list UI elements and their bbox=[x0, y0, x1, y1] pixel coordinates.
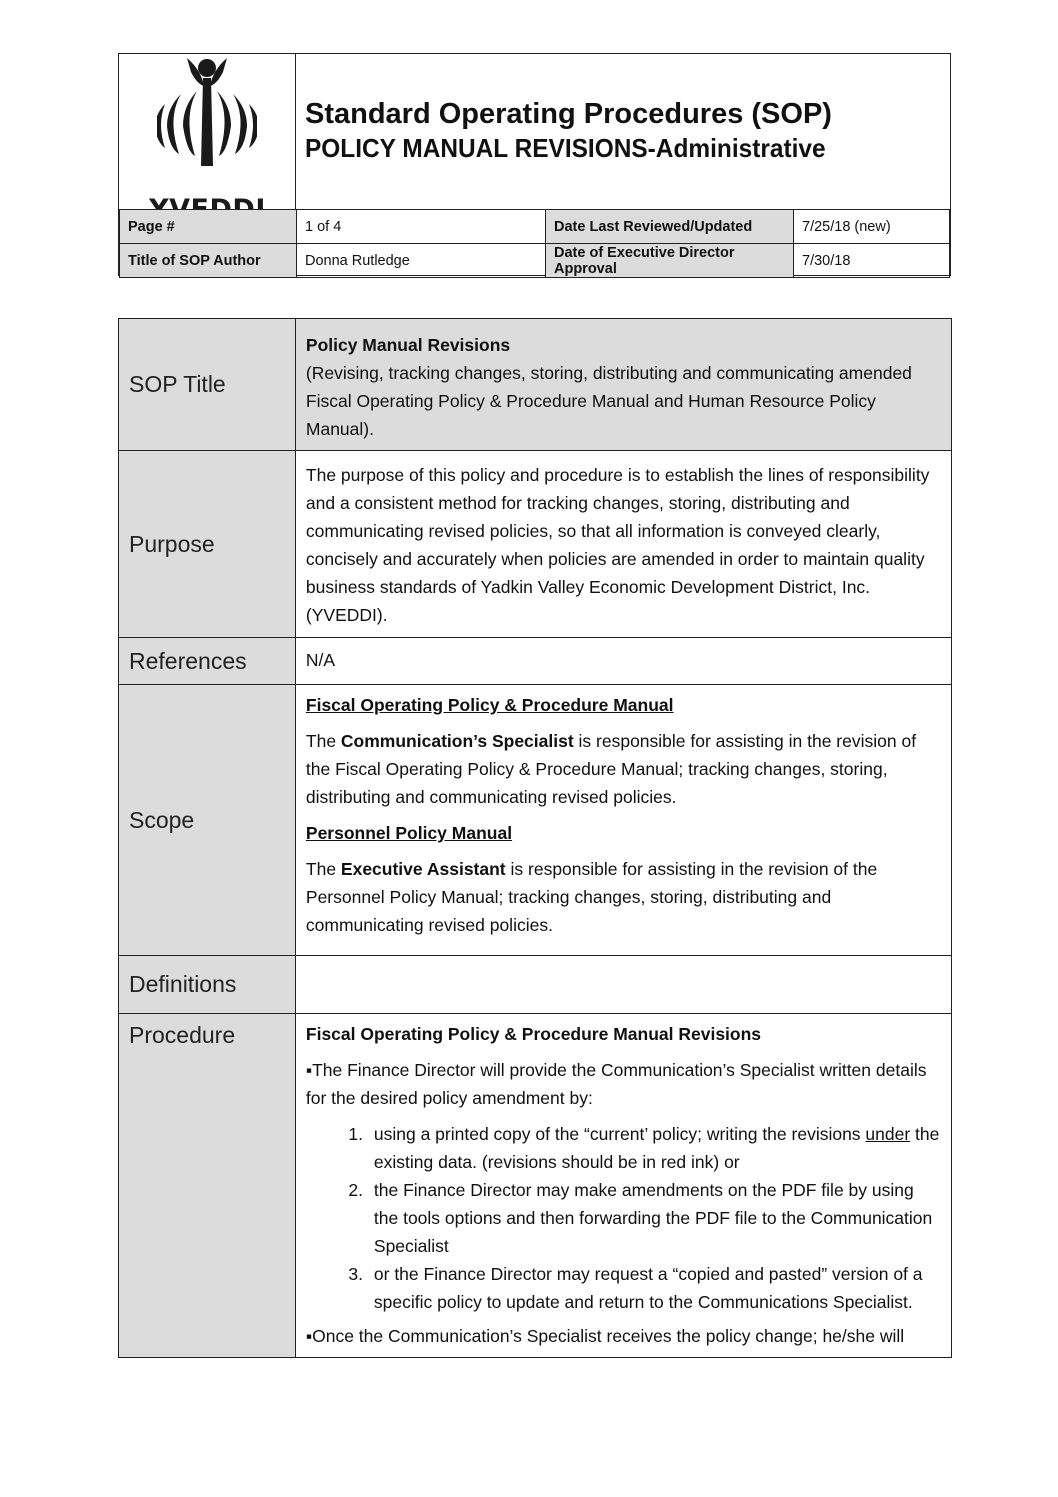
scope-content bbox=[295, 685, 951, 956]
document-subtitle: POLICY MANUAL REVISIONS-Administrative bbox=[305, 133, 826, 163]
procedure-outro: ▪Once the Communication’s Specialist receives the policy change; he/she will bbox=[305, 1326, 905, 1346]
page-value: 1 of 4 bbox=[297, 210, 546, 244]
sop-title-text: (Revising, tracking changes, storing, distributing and communicating amended Fiscal Operating Policy & Procedure Manual and Human Resource Policy Manual). bbox=[305, 363, 912, 439]
approval-value: 7/30/18 bbox=[794, 244, 950, 278]
sop-header bbox=[118, 53, 951, 276]
title-cell bbox=[296, 54, 950, 209]
step-1-underline: under bbox=[865, 1124, 911, 1144]
meta-row-page bbox=[120, 210, 950, 244]
row-references bbox=[119, 638, 952, 685]
scope-paragraph-personnel bbox=[306, 855, 941, 939]
purpose-content bbox=[295, 451, 951, 638]
page-label: Page # bbox=[120, 210, 297, 244]
scope-p2-role: Executive Assistant bbox=[340, 859, 506, 879]
meta-row-author bbox=[120, 244, 950, 278]
document-title: Standard Operating Procedures (SOP) bbox=[305, 98, 832, 130]
procedure-content bbox=[295, 1014, 951, 1358]
reviewed-label: Date Last Reviewed/Updated bbox=[546, 210, 794, 244]
purpose-text: The purpose of this policy and procedure is to establish the lines of responsibility and a consistent method for tracking changes, storing, distributing and communicating revised policies, so that all information is conveyed clearly, concisely and accurately when policies are amended in order to maintain quality business standards of Yadkin Valley Economic Development District, Inc. (YVEDDI). bbox=[305, 465, 930, 625]
scope-heading-personnel: Personnel Policy Manual bbox=[305, 823, 513, 843]
author-label: Title of SOP Author bbox=[120, 244, 297, 278]
scope-p1-post: is responsible for assisting in the revision of the Fiscal Operating Policy & Procedure Manual; tracking changes, storing, distributing and communicating revised policies. bbox=[305, 731, 917, 807]
row-sop-title bbox=[119, 319, 952, 451]
sop-title-content bbox=[295, 319, 951, 451]
scope-p2-post: is responsible for assisting in the revision of the Personnel Policy Manual; tracking changes, storing, distributing and communicating revised policies. bbox=[305, 859, 878, 935]
procedure-label: Procedure bbox=[119, 1014, 296, 1358]
references-label: References bbox=[119, 638, 296, 685]
scope-p2-pre: The bbox=[305, 859, 341, 879]
scope-paragraph-fiscal bbox=[306, 727, 941, 811]
row-procedure bbox=[119, 1014, 952, 1358]
approval-label: Date of Executive Director Approval bbox=[546, 244, 794, 278]
sop-body-table bbox=[118, 318, 952, 1358]
sop-title-heading: Policy Manual Revisions bbox=[305, 335, 511, 355]
scope-heading-fiscal: Fiscal Operating Policy & Procedure Manual bbox=[305, 695, 674, 715]
sop-title-label: SOP Title bbox=[119, 319, 296, 451]
purpose-label: Purpose bbox=[119, 451, 296, 638]
procedure-steps bbox=[306, 1120, 941, 1316]
procedure-step-3: 3. or the Finance Director may request a “copied and pasted” version of a specific policy to update and return to the Communications Specialist. bbox=[368, 1260, 941, 1316]
yveddi-logo-icon bbox=[157, 56, 257, 176]
step-1-post: the existing data. (revisions should be in red ink) or bbox=[373, 1124, 940, 1172]
author-value: Donna Rutledge bbox=[297, 244, 546, 278]
procedure-intro: ▪The Finance Director will provide the Communication’s Specialist written details for the desired policy amendment by: bbox=[305, 1060, 927, 1108]
logo-cell bbox=[119, 54, 296, 209]
references-content bbox=[295, 638, 951, 685]
references-text: N/A bbox=[305, 650, 336, 670]
procedure-heading: Fiscal Operating Policy & Procedure Manual Revisions bbox=[305, 1024, 762, 1044]
procedure-step-1 bbox=[368, 1120, 941, 1176]
step-1-pre: using a printed copy of the “current’ policy; writing the revisions bbox=[373, 1124, 866, 1144]
row-definitions bbox=[119, 956, 952, 1014]
definitions-content bbox=[295, 956, 951, 1014]
row-scope bbox=[119, 685, 952, 956]
scope-label: Scope bbox=[119, 685, 296, 956]
reviewed-value: 7/25/18 (new) bbox=[794, 210, 950, 244]
row-purpose bbox=[119, 451, 952, 638]
definitions-label: Definitions bbox=[119, 956, 296, 1014]
scope-p1-pre: The bbox=[305, 731, 341, 751]
meta-table bbox=[119, 209, 950, 278]
procedure-step-2: 2. the Finance Director may make amendments on the PDF file by using the tools options and then forwarding the PDF file to the Communication Specialist bbox=[368, 1176, 941, 1260]
scope-p1-role: Communication’s Specialist bbox=[340, 731, 574, 751]
